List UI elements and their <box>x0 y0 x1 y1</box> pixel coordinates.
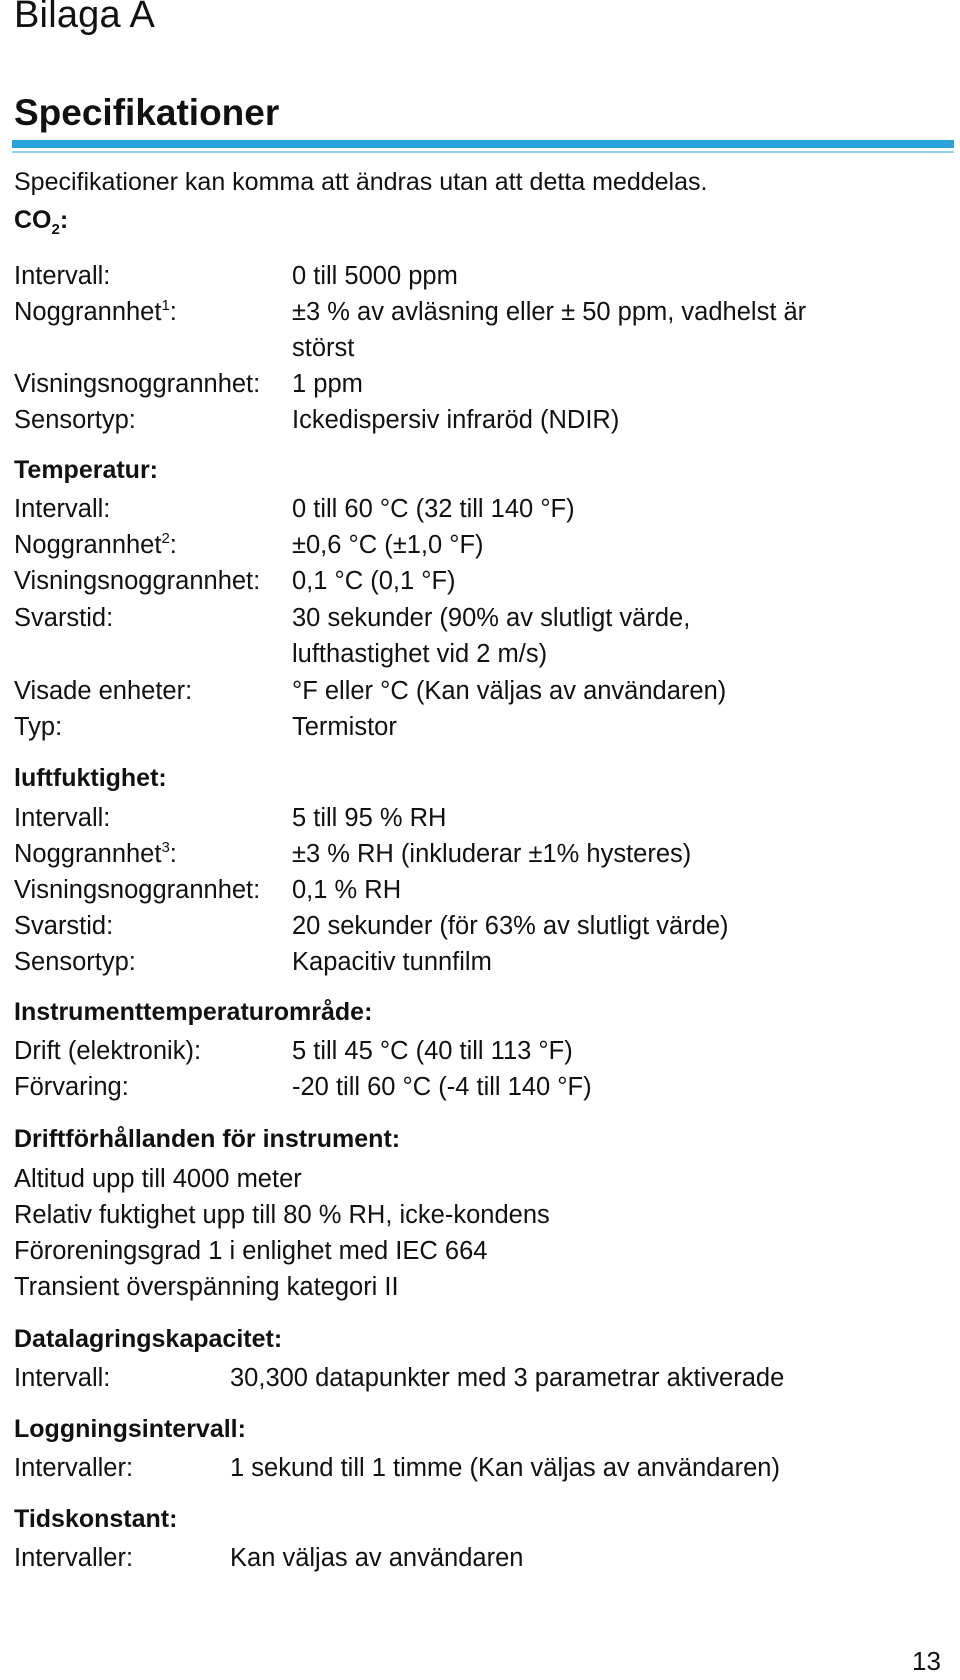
hum-accuracy-value: ±3 % RH (inkluderar ±1% hysteres) <box>292 840 692 868</box>
instrument-temp-heading: Instrumenttemperaturområde: <box>14 998 373 1026</box>
temp-type-value: Termistor <box>292 713 397 741</box>
appendix-heading: Bilaga A <box>14 0 156 36</box>
temp-resolution-label: Visningsnoggrannhet: <box>14 567 261 595</box>
datalogging-heading: Datalagringskapacitet: <box>14 1325 283 1353</box>
hum-accuracy-label: Noggrannhet$^3$: <box>14 839 177 868</box>
co2-interval-label: Intervall: <box>14 262 111 290</box>
page-title: Specifikationer <box>14 92 280 133</box>
storage-temp-value: -20 till 60 °C (-4 till 140 °F) <box>292 1073 592 1101</box>
co2-sensor-label: Sensortyp: <box>14 406 136 434</box>
datalogging-label: Intervall: <box>14 1364 111 1392</box>
disclaimer-note: Specifikationer kan komma att ändras utan att detta meddelas. <box>14 168 708 196</box>
temp-units-value: °F eller °C (Kan väljas av användaren) <box>292 677 727 705</box>
temp-accuracy-label: Noggrannhet$^2$: <box>14 530 177 559</box>
hum-response-label: Svarstid: <box>14 912 114 940</box>
storage-temp-label: Förvaring: <box>14 1073 129 1101</box>
co2-accuracy-label: Noggrannhet$^1$: <box>14 297 177 326</box>
time-constant-value: Kan väljas av användaren <box>230 1544 524 1572</box>
temp-units-label: Visade enheter: <box>14 677 193 705</box>
time-constant-heading: Tidskonstant: <box>14 1505 178 1533</box>
temp-response-value-cont: lufthastighet vid 2 m/s) <box>292 640 548 668</box>
temp-interval-value: 0 till 60 °C (32 till 140 °F) <box>292 495 575 523</box>
page-number: 13 <box>912 1646 941 1676</box>
co2-resolution-label: Visningsnoggrannhet: <box>14 370 261 398</box>
hum-sensor-value: Kapacitiv tunnfilm <box>292 948 492 976</box>
co2-accuracy-value: ±3 % av avläsning eller ± 50 ppm, vadhelst är <box>292 298 807 326</box>
temp-interval-label: Intervall: <box>14 495 111 523</box>
co2-heading: $CO_2$: <box>14 206 69 238</box>
operation-temp-label: Drift (elektronik): <box>14 1037 202 1065</box>
operating-conditions-heading: Driftförhållanden för instrument: <box>14 1125 401 1153</box>
operating-condition-line: Föroreningsgrad 1 i enlighet med IEC 664 <box>14 1237 488 1265</box>
temp-response-value: 30 sekunder (90% av slutligt värde, <box>292 604 691 632</box>
operation-temp-value: 5 till 45 °C (40 till 113 °F) <box>292 1037 573 1065</box>
title-rule-shadow <box>12 151 954 153</box>
operating-condition-line: Altitud upp till 4000 meter <box>14 1165 302 1193</box>
hum-interval-value: 5 till 95 % RH <box>292 804 447 832</box>
time-constant-label: Intervaller: <box>14 1544 134 1572</box>
logging-interval-label: Intervaller: <box>14 1454 134 1482</box>
hum-response-value: 20 sekunder (för 63% av slutligt värde) <box>292 912 729 940</box>
co2-resolution-value: 1 ppm <box>292 370 363 398</box>
operating-condition-line: Transient överspänning kategori II <box>14 1273 399 1301</box>
title-rule <box>12 140 954 148</box>
logging-interval-heading: Loggningsintervall: <box>14 1415 246 1443</box>
hum-sensor-label: Sensortyp: <box>14 948 136 976</box>
hum-interval-label: Intervall: <box>14 804 111 832</box>
temperature-heading: Temperatur: <box>14 456 159 484</box>
humidity-heading: luftfuktighet: <box>14 764 167 792</box>
operating-condition-line: Relativ fuktighet upp till 80 % RH, icke-kondens <box>14 1201 550 1229</box>
co2-sensor-value: Ickedispersiv infraröd (NDIR) <box>292 406 620 434</box>
temp-type-label: Typ: <box>14 713 63 741</box>
logging-interval-value: 1 sekund till 1 timme (Kan väljas av användaren) <box>230 1454 780 1482</box>
datalogging-value: 30,300 datapunkter med 3 parametrar aktiverade <box>230 1364 785 1392</box>
temp-response-label: Svarstid: <box>14 604 114 632</box>
hum-resolution-value: 0,1 % RH <box>292 876 402 904</box>
temp-accuracy-value: ±0,6 °C (±1,0 °F) <box>292 531 484 559</box>
co2-interval-value: 0 till 5000 ppm <box>292 262 458 290</box>
temp-resolution-value: 0,1 °C (0,1 °F) <box>292 567 456 595</box>
hum-resolution-label: Visningsnoggrannhet: <box>14 876 261 904</box>
co2-accuracy-value-cont: störst <box>292 334 355 362</box>
